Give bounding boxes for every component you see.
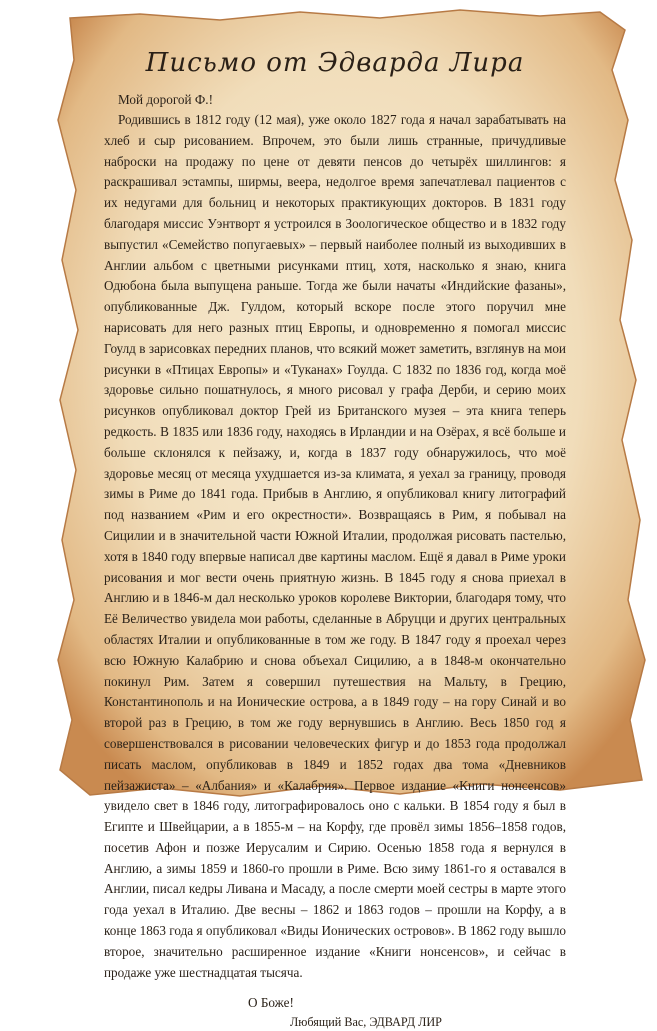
letter-content (104, 30, 566, 1031)
letter-closing: О Боже! (248, 995, 294, 1011)
letter-title: Письмо от Эдварда Лира (145, 48, 525, 78)
letter-greeting: Мой дорогой Ф.! (118, 92, 213, 107)
letter-body: Родившись в 1812 году (12 мая), уже около 1827 года я начал зарабатывать на хлеб и сыр рисованием. Впрочем, это были лишь странные, причудливые наброски на продажу по цене от девяти пенсов до четырёх шиллингов: я раскрашивал эстампы, ширмы, веера, недолгое время запечатлевал пациентов с их недугами для больниц и некоторых практикующих докторов. В 1831 году благодаря миссис Уэнтворт я устроился в Зоологическое общество и в 1832 году выпустил «Семейство попугаевых» – первый наиболее полный из выходивших в Англии альбом с цветными рисунками птиц, хотя, насколько я знаю, книга Одюбона была выпущена раньше. Тогда же были начаты «Индийские фазаны», опубликованные Дж. Гулдом, который вскоре после этого поручил мне нарисовать для него разных птиц Европы, и одновременно я помогал миссис Гоулд в зарисовках передних планов, что всякий может заметить, взглянув на мои рисунки в «Птицах Европы» и «Туканах» Гоулда. С 1832 по 1836 год, когда моё здоровье сильно пошатнулось, я много рисовал у графа Дерби, и серию моих рисунков опубликовал доктор Грей из Британского музея – эта книга теперь редкость. В 1835 или 1836 году, находясь в Ирландии и на Озёрах, я всё больше и больше склонялся к пейзажу, и, когда в 1837 году обнаружилось, что моё здоровье месяц от месяца ухудшается из-за климата, я уехал за границу, проводя зимы в Риме до 1841 года. Прибыв в Англию, я опубликовал книгу литографий под названием «Рим и его окрестности». Возвращаясь в Рим, я побывал на Сицилии и в значительной части Южной Италии, продолжая рисовать пастелью, хотя в 1840 году впервые написал две картины маслом. Ещё я давал в Риме уроки рисования и мог вести очень приятную жизнь. В 1845 году я снова приехал в Англию и в 1846-м дал несколько уроков королеве Виктории, благодаря тому, что Её Величество увидела мои работы, сделанные в Абруцци и других центральных областях Италии и опубликованные в том же году. В 1847 году я проехал через всю Южную Калабрию и снова объехал Сицилию, а в 1848-м окончательно покинул Рим. Затем я совершил путешествия на Мальту, в Грецию, Константинополь и на Ионические острова, а в 1849 году – на гору Синай и во второй раз в Грецию, в том же году вернувшись в Англию. Весь 1850 год я совершенствовался в рисовании человеческих фигур и до 1853 года продолжал писать маслом, опубликовав в 1849 и 1852 годах два тома «Дневников пейзажиста» – «Албания» и «Калабрия». Первое издание «Книги нонсенсов» увидело свет в 1846 году, литографировалось оно с кальки. В 1854 году я был в Египте и Швейцарии, а в 1855-м – на Корфу, где провёл зимы 1856–1858 годов, посетив Афон и позже Иерусалим и Сирию. Осенью 1858 года я вернулся в Англию, а зимы 1859 и 1860-го прошли в Риме. Всю зиму 1861-го я оставался в Англии, писал кедры Ливана и Масаду, а после смерти моей сестры в марте этого года уехал в Италию. Две весны – 1862 и 1863 годов – прошли на Корфу, а в конце 1863 года я опубликовал «Виды Ионических островов». В 1862 году вышло второе, значительно расширенное издание «Книги нонсенсов», и сейчас в продаже уже шестнадцатая тысяча. (104, 112, 566, 980)
letter-signature: Любящий Вас, ЭДВАРД ЛИР (290, 1015, 442, 1030)
